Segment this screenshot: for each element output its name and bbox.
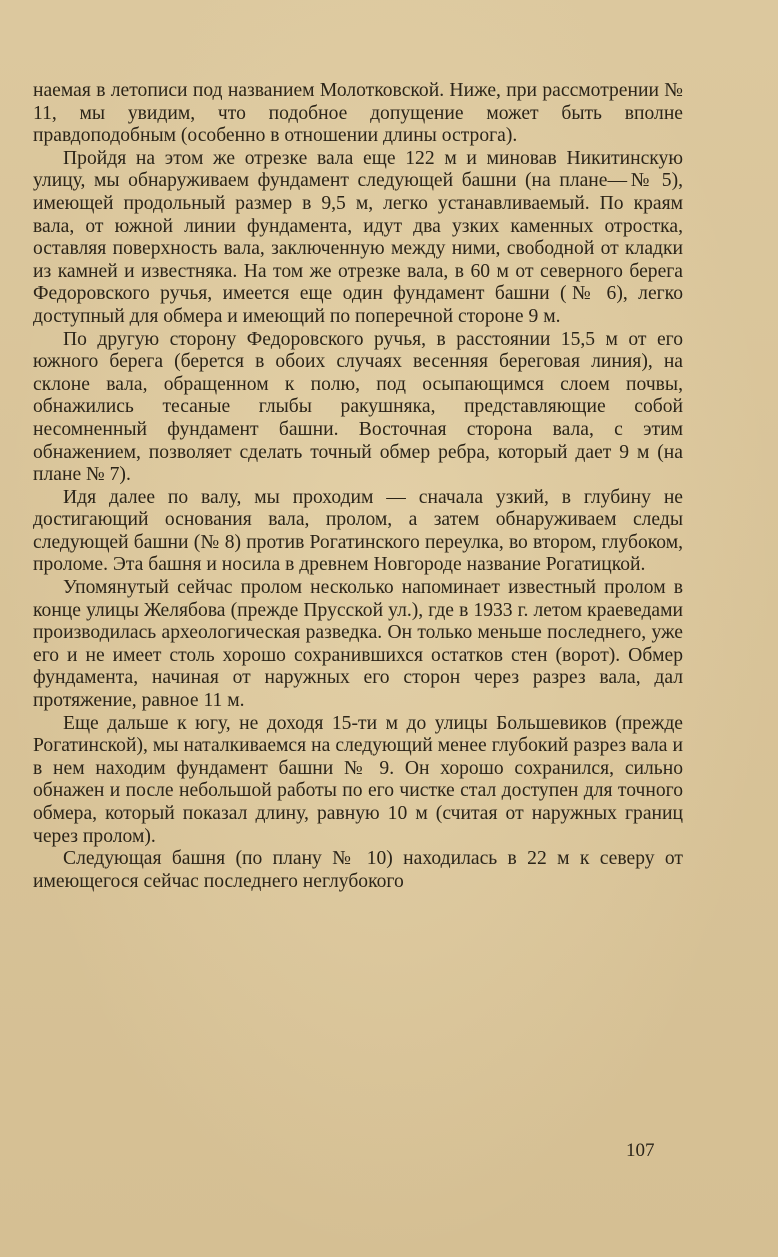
paragraph-1: наемая в летописи под названием Молотковской. Ниже, при рассмотрении № 11, мы увидим, что подобное допущение может быть вполне правдоподобным (особенно в отношении длины острога). (33, 80, 683, 147)
paragraph-6: Еще дальше к югу, не доходя 15-ти м до улицы Большевиков (прежде Рогатинской), мы наталкиваемся на следующий менее глубокий разрез вала и в нем находим фундамент башни № 9. Он хорошо сохранился, сильно обнажен и после небольшой работы по его чистке стал доступен для точного обмера, который показал длину, равную 10 м (считая от наружных границ через пролом). (33, 712, 683, 847)
paragraph-5: Упомянутый сейчас пролом несколько напоминает известный пролом в конце улицы Желябова (прежде Прусской ул.), где в 1933 г. летом краеведами производилась археологическая разведка. Он только меньше последнего, уже его и не имеет столь хорошо сохранившихся остатков стен (ворот). Обмер фундамента, начиная от наружных его сторон через разрез вала, дал протяжение, равное 11 м. (33, 577, 683, 712)
page-number: 107 (626, 1140, 655, 1161)
paragraph-2: Пройдя на этом же отрезке вала еще 122 м и миновав Никитинскую улицу, мы обнаруживаем фундамент следующей башни (на плане—№ 5), имеющей продольный размер в 9,5 м, легко устанавливаемый. По краям вала, от южной линии фундамента, идут два узких каменных отростка, оставляя поверхность вала, заключенную между ними, свободной от кладки из камней и известняка. На том же отрезке вала, в 60 м от северного берега Федоровского ручья, имеется еще один фундамент башни (№ 6), легко доступный для обмера и имеющий по поперечной стороне 9 м. (33, 147, 683, 327)
paragraph-7: Следующая башня (по плану № 10) находилась в 22 м к северу от имеющегося сейчас последнего неглубокого (33, 848, 683, 892)
body-text (33, 80, 683, 893)
paragraph-3: По другую сторону Федоровского ручья, в расстоянии 15,5 м от его южного берега (берется в обоих случаях весенняя береговая линия), на склоне вала, обращенном к полю, под осыпающимся слоем почвы, обнажились тесаные глыбы ракушняка, представляющие собой несомненный фундамент башни. Восточная сторона вала, с этим обнажением, позволяет сделать точный обмер ребра, который дает 9 м (на плане № 7). (33, 328, 683, 486)
paragraph-4: Идя далее по валу, мы проходим — сначала узкий, в глубину не достигающий основания вала, пролом, а затем обнаруживаем следы следующей башни (№ 8) против Рогатинского переулка, во втором, глубоком, проломе. Эта башня и носила в древнем Новгороде название Рогатицкой. (33, 486, 683, 576)
